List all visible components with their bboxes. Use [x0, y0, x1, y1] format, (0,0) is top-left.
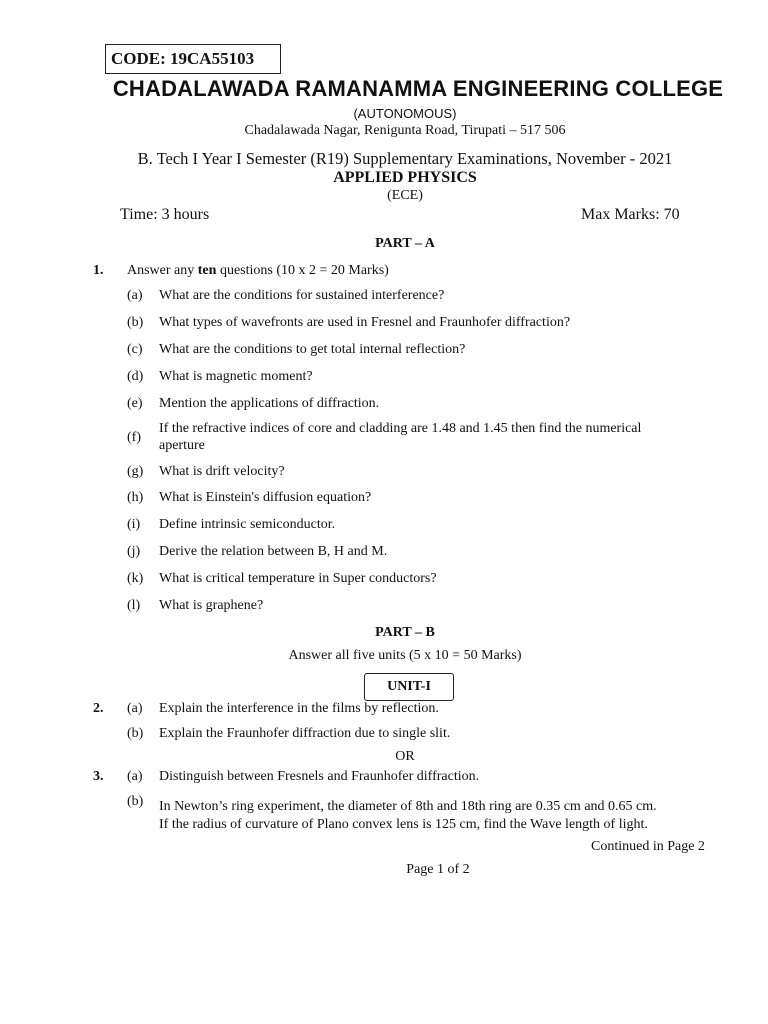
question-label: (b): [127, 726, 144, 741]
question-text: What is graphene?: [159, 598, 264, 613]
question-label: (e): [127, 396, 143, 411]
part-b-title: PART – B: [375, 625, 435, 640]
question-label: (f): [127, 430, 141, 445]
question-number: 1.: [93, 263, 104, 278]
question-label: (i): [127, 517, 141, 532]
question-text-continued: If the radius of curvature of Plano convex lens is 125 cm, find the Wave length of light.: [159, 817, 648, 832]
question-label: (b): [127, 794, 144, 809]
college-address: Chadalawada Nagar, Renigunta Road, Tirupati – 517 506: [244, 123, 566, 138]
question-label: (a): [127, 701, 143, 716]
question-text: What is drift velocity?: [159, 464, 285, 479]
exam-code: CODE: 19CA55103: [111, 49, 255, 68]
question-number: 3.: [93, 769, 104, 784]
branch-label: (ECE): [387, 188, 423, 203]
question-label: (g): [127, 464, 144, 479]
exam-title: B. Tech I Year I Semester (R19) Supplementary Examinations, November - 2021: [137, 149, 673, 168]
question-text: In Newton’s ring experiment, the diameter of 8th and 18th ring are 0.35 cm and 0.65 cm.: [159, 799, 657, 814]
time-label: Time: 3 hours: [120, 206, 210, 223]
or-separator: OR: [395, 749, 415, 764]
question-text: Distinguish between Fresnels and Fraunhofer diffraction.: [159, 769, 480, 784]
question-text: What are the conditions to get total internal reflection?: [159, 342, 466, 357]
question-text: What is magnetic moment?: [159, 369, 313, 384]
unit-label: UNIT-I: [387, 679, 431, 694]
instruction-emphasis: ten: [197, 263, 217, 278]
question-number: 2.: [93, 701, 104, 716]
question-text: What are the conditions for sustained interference?: [159, 288, 445, 303]
college-name: CHADALAWADA RAMANAMMA ENGINEERING COLLEGE: [112, 76, 724, 101]
unit-box: [364, 673, 454, 701]
question-label: (k): [127, 571, 144, 586]
question-text: If the refractive indices of core and cladding are 1.48 and 1.45 then find the numerical: [159, 421, 642, 436]
question-label: (d): [127, 369, 144, 384]
question-text: What is Einstein's diffusion equation?: [159, 490, 372, 505]
max-marks-label: Max Marks: 70: [581, 206, 680, 223]
part-b-instruction: Answer all five units (5 x 10 = 50 Marks): [288, 648, 522, 663]
question-text: What types of wavefronts are used in Fresnel and Fraunhofer diffraction?: [159, 315, 571, 330]
autonomous-label: (AUTONOMOUS): [353, 106, 457, 121]
question-text-continued: aperture: [159, 438, 205, 453]
question-text: Define intrinsic semiconductor.: [159, 517, 336, 532]
question-label: (j): [127, 544, 141, 559]
part-a-instruction: [127, 263, 389, 279]
instruction-text: Answer any: [127, 263, 198, 278]
question-label: (a): [127, 769, 143, 784]
question-label: (b): [127, 315, 144, 330]
question-text: Explain the interference in the films by reflection.: [159, 701, 439, 716]
page-number: Page 1 of 2: [406, 862, 470, 877]
instruction-text: questions (10 x 2 = 20 Marks): [216, 263, 389, 278]
question-label: (h): [127, 490, 144, 505]
question-label: (c): [127, 342, 143, 357]
subject-title: APPLIED PHYSICS: [333, 169, 477, 186]
question-label: (a): [127, 288, 143, 303]
question-text: Derive the relation between B, H and M.: [159, 544, 388, 559]
question-text: What is critical temperature in Super conductors?: [159, 571, 437, 586]
exam-code-box: [105, 44, 281, 74]
part-a-title: PART – A: [375, 236, 435, 251]
question-label: (l): [127, 598, 141, 613]
question-text: Explain the Fraunhofer diffraction due to single slit.: [159, 726, 451, 741]
continued-note: Continued in Page 2: [591, 839, 705, 854]
question-text: Mention the applications of diffraction.: [159, 396, 380, 411]
